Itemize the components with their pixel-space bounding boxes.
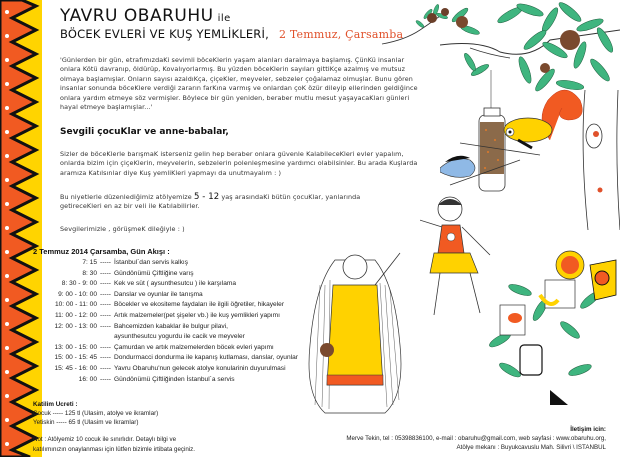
- schedule-time: 11: 00 - 12: 00: [54, 311, 97, 319]
- contact-section: [346, 425, 606, 452]
- note-section: [33, 435, 195, 454]
- event-date: 2 Temmuz, Çarsamba: [278, 28, 404, 41]
- fee-child: Cocuk ----- 125 tl (Ulasim, atolye ve ikramlar): [33, 410, 159, 417]
- schedule-activity: İstanbul`dan servis kalkış: [113, 259, 189, 266]
- schedule-list: [33, 258, 298, 385]
- schedule-row: [33, 279, 298, 290]
- title-main: YAVRU OBARUHU: [60, 6, 214, 26]
- schedule-activity: Çamurdan ve artık malzemelerden böcek evleri yapımı: [113, 343, 274, 351]
- schedule-time: 8: 30 - 9: 00: [61, 280, 97, 288]
- schedule-separator: -----: [100, 354, 111, 362]
- note-line-2: katılımınızın onaylanması için lütfen bizimle irtibata geçiniz.: [33, 445, 195, 453]
- schedule-time: 15: 00 - 15: 45: [54, 354, 97, 362]
- schedule-row: [33, 353, 298, 364]
- signoff: Sevgilerimizle , görüşmeK dileğiyle : ): [60, 225, 185, 233]
- schedule-row: [33, 364, 298, 375]
- schedule-activity: Bahcemizden kabaklar ile bulgur pilavi,: [113, 322, 228, 330]
- schedule-row: [33, 269, 298, 280]
- bird-feeder-illustration: [440, 60, 590, 200]
- schedule-activity: Artık malzemeler(pet şişeler vb.) ile kuş yemlikleri yapımı: [113, 311, 280, 319]
- schedule-separator: -----: [100, 322, 111, 330]
- zigzag-border-decoration: [0, 0, 42, 457]
- contact-line-1: Merve Tekin, tel : 05398836100, e-mail : obaruhu@gmail.com, web sayfasi : www.obaruhu.org,: [346, 435, 606, 442]
- age-info-before: Bu niyetlerle düzenlediğimiz atölyemize: [60, 193, 192, 201]
- subtitle-text: BÖCEK EVLERİ VE KUŞ YEMLİKLERİ,: [60, 27, 269, 41]
- schedule-row: [33, 311, 298, 322]
- poster-subtitle: [60, 27, 403, 41]
- bug-hotel-illustration: [480, 240, 620, 415]
- schedule-activity: aysunthesutcu yogurdu ile cacik ve meyveler: [113, 333, 245, 341]
- contact-title: İletişim icin:: [570, 426, 606, 433]
- schedule-activity: Gündönümü Çiftliğinden İstanbul`a servis: [113, 375, 235, 383]
- schedule-time: 8: 30: [82, 269, 97, 277]
- invitation-paragraph: Sizler de böceKlerle barışmaK isterseniz gelin hep beraber onlara güvenle KalabileceKleri evler yapalım, onlarda bizim için çiçeKlerin, meyvelerin, sebzelerin polenleşmesine yardımcı olabilsinler. Bu arada Kuşlarda aramıza Katılsınlar diye Kuş yemliKleri yapmayı da unutmayalım : ): [60, 150, 418, 177]
- age-info-after: yaş arasındaKi bütün çocuKlar, yanlarında getireceKleri en az bir veli ile Katılabilirler.: [60, 193, 361, 211]
- schedule-separator: -----: [100, 311, 111, 319]
- title-suffix: ile: [217, 13, 231, 24]
- fees-title: Katilim Ucreti :: [33, 401, 78, 408]
- schedule-time: 10: 00 - 11: 00: [54, 301, 97, 309]
- age-info-paragraph: [60, 193, 390, 212]
- schedule-time: 9: 00 - 10: 00: [58, 290, 97, 298]
- schedule-activity: Kek ve süt ( aysunthesutcu ) ile karşılama: [113, 280, 237, 288]
- contact-line-2: Atölye mekanı : Buyukcavuslu Mah. Silivri \ ISTANBUL: [456, 444, 606, 451]
- fees-section: [33, 400, 158, 427]
- schedule-separator: -----: [100, 343, 111, 351]
- schedule-activity: Gündönümü Çiftliğine varış: [113, 269, 194, 277]
- schedule-activity: Yavru Obaruhu'nun gelecek atolye konularinin duyurulmasi: [113, 364, 286, 372]
- schedule-time: 12: 00 - 13: 00: [54, 322, 97, 330]
- schedule-row: [33, 290, 298, 301]
- poster-title: [60, 6, 231, 26]
- greeting: Sevgili çocuKlar ve anne-babalar,: [60, 127, 229, 137]
- schedule-time: [33, 332, 97, 343]
- schedule-row: [33, 375, 298, 386]
- schedule-row: [33, 300, 298, 311]
- schedule-separator: -----: [100, 280, 111, 288]
- girl-illustration: [305, 245, 415, 420]
- schedule-title: 2 Temmuz 2014 Çarsamba, Gün Akışı :: [33, 247, 170, 256]
- schedule-activity: Danslar ve oyunlar ile tanışma: [113, 290, 203, 298]
- schedule-separator: -----: [100, 290, 111, 298]
- schedule-separator: -----: [100, 269, 111, 277]
- schedule-time: 15: 45 - 16: 00: [54, 364, 97, 372]
- note-line-1: Not : Atölyemiz 10 cocuk ile sınırlıdır. Detaylı bilgi ve: [33, 436, 177, 443]
- schedule-time: 16: 00: [78, 375, 97, 383]
- schedule-row: [33, 332, 298, 343]
- schedule-row: [33, 258, 298, 269]
- schedule-separator: -----: [100, 364, 111, 372]
- schedule-separator: -----: [100, 301, 111, 309]
- schedule-activity: Böcekler ve ekositeme faydaları ile ilgili öğretiler, hikayeler: [113, 301, 285, 309]
- schedule-row: [33, 343, 298, 354]
- age-range: 5 - 12: [193, 192, 220, 202]
- fee-adult: Yetiskin ----- 65 tl (Ulasim ve Ikramlar): [33, 419, 139, 426]
- schedule-activity: Dondurmacci dondurma ile kapanış kutlaması, danslar, oyunlar: [113, 354, 298, 362]
- schedule-separator: -----: [100, 375, 111, 383]
- schedule-time: 7: 15: [82, 259, 97, 266]
- schedule-row: [33, 322, 298, 333]
- intro-story: 'Günlerden bir gün, etrafımızdaKi sevimli böceKlerin yaşam alanları daralmaya başlamış. ÇünKü insanlar onlara Kötü davranıp, öldürüp, Kovalıyorlarmış. Bu yüzden böceKlerin sayıları gittiKçe azalmış ve mutsuz olmaya başlamışlar. Onların sayısı azaldıKça, çiçeKler, meyveler, sebzeler çoğalamaz olmuşlar. Bunu gören insanlar sonunda böceKlere verdiği zararın farKına varmış ve onlardan çoK özür dileyip ellerinden geldiğince onlara yardım etmeye söz vermişler. Böylece bir gün yeniden, beraber mutlu mesut yaşayacaKları günleri hayal etmeye başlamışlar...': [60, 56, 418, 112]
- schedule-separator: -----: [100, 259, 111, 266]
- schedule-time: 13: 00 - 15: 00: [54, 343, 97, 351]
